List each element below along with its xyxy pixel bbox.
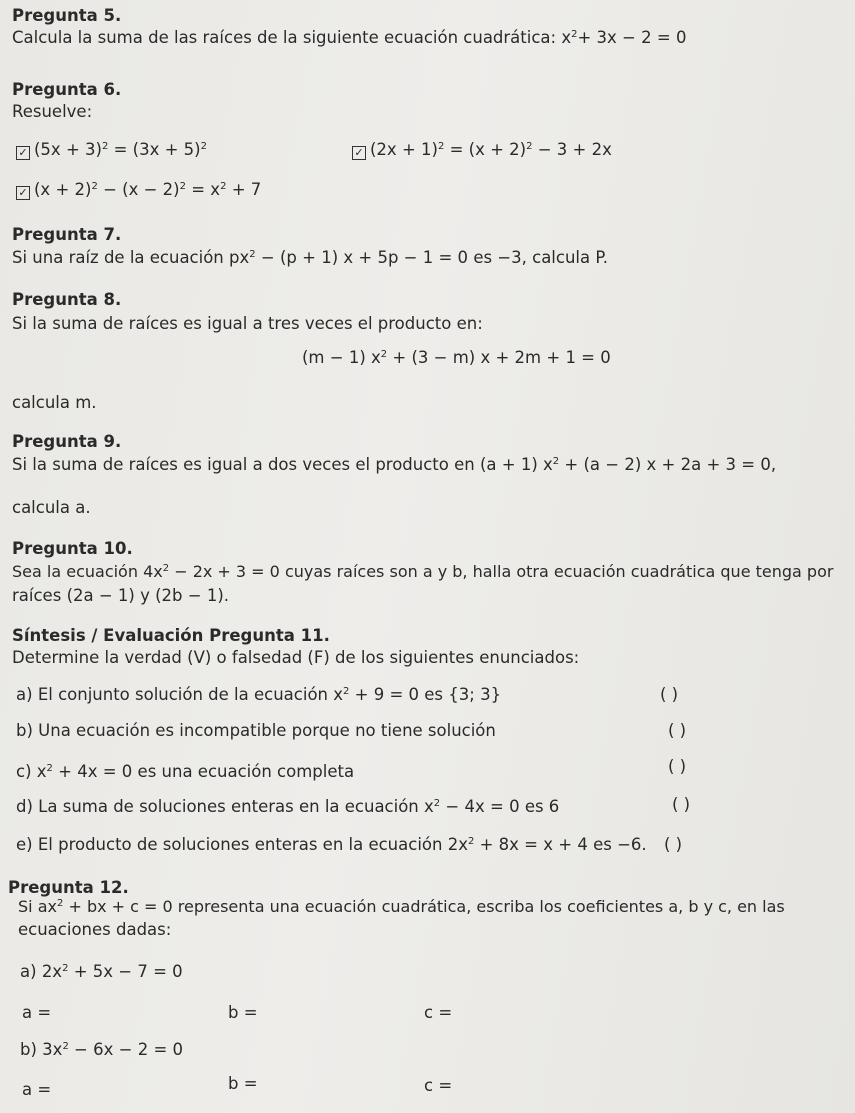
exercise-b-equation: b) $3x^2 - 6x - 2 = 0$ [20, 1040, 184, 1059]
checkbox-icon: ✓ [352, 146, 366, 160]
question-6-title: Pregunta 6. [12, 80, 122, 99]
answer-blank-c[interactable]: ( ) [668, 757, 687, 776]
question-9-prompt: calcula a. [12, 498, 91, 517]
exercise-a-coef-c[interactable]: c = [424, 1003, 453, 1022]
question-9-title: Pregunta 9. [12, 432, 122, 451]
exercise-b-coef-a[interactable]: a = [22, 1080, 52, 1099]
question-10-title: Pregunta 10. [12, 539, 133, 558]
checkbox-icon: ✓ [16, 186, 30, 200]
statement-e: e) El producto de soluciones enteras en la ecuación $2x^2 + 8x = x + 4$ es −6. [16, 835, 647, 854]
question-8-title: Pregunta 8. [12, 290, 122, 309]
question-8-equation: (m − 1) $x^2 + (3 - m) x + 2m + 1 = 0$ [302, 348, 611, 367]
question-9-text: Si la suma de raíces es igual a dos veces el producto en (a + 1) $x^2 + (a - 2) x + 2a + 3 = 0$, [12, 455, 777, 474]
question-12-title: Pregunta 12. [8, 878, 129, 897]
question-10-text: Sea la ecuación $4x^2 - 2x + 3 = 0$ cuyas raíces son a y b, halla otra ecuación cuadrática que tenga por [12, 562, 834, 581]
question-6-item-2: ✓ $(2x + 1)^2 = (x + 2)^2 - 3 + 2x$ [352, 140, 612, 160]
question-12-text: Si $ax^2$ + bx + c = 0 representa una ecuación cuadrática, escriba los coeficientes a, b y c, en las [18, 897, 785, 916]
exercise-a-equation: a) $2x^2 + 5x - 7 = 0$ [20, 962, 183, 981]
question-7-title: Pregunta 7. [12, 225, 122, 244]
answer-blank-b[interactable]: ( ) [668, 721, 687, 740]
question-11-title: Síntesis / Evaluación Pregunta 11. [12, 626, 330, 645]
question-11-text: Determine la verdad (V) o falsedad (F) de los siguientes enunciados: [12, 648, 580, 667]
question-8-prompt: calcula m. [12, 393, 97, 412]
question-12-text-2: ecuaciones dadas: [18, 920, 172, 939]
question-7-text: Si una raíz de la ecuación $px^2 - (p + 1) x + 5p - 1 = 0$ es −3, calcula P. [12, 248, 608, 267]
question-6-item-1: ✓ $(5x + 3)^2 = (3x + 5)^2$ [16, 140, 207, 160]
statement-a: a) El conjunto solución de la ecuación $x^2 + 9 = 0$ es {3; 3} [16, 685, 502, 704]
statement-c: c) $x^2 + 4x = 0$ es una ecuación completa [16, 762, 355, 781]
answer-blank-a[interactable]: ( ) [660, 685, 679, 704]
answer-blank-d[interactable]: ( ) [672, 795, 691, 814]
statement-d: d) La suma de soluciones enteras en la ecuación $x^2 - 4x = 0$ es 6 [16, 797, 560, 816]
question-6-text: Resuelve: [12, 102, 93, 121]
answer-blank-e[interactable]: ( ) [664, 835, 683, 854]
question-6-item-3: ✓ $(x + 2)^2 - (x - 2)^2 = x^2 + 7$ [16, 180, 261, 200]
exercise-a-coef-a[interactable]: a = [22, 1003, 52, 1022]
question-10-text-2: raíces (2a − 1) y (2b − 1). [12, 586, 230, 605]
exercise-b-coef-c[interactable]: c = [424, 1076, 453, 1095]
question-5-equation: $x^2+ 3x - 2 = 0$ [561, 28, 687, 47]
question-8-text: Si la suma de raíces es igual a tres veces el producto en: [12, 314, 483, 333]
question-5-title: Pregunta 5. [12, 6, 122, 25]
exercise-a-coef-b[interactable]: b = [228, 1003, 258, 1022]
statement-b: b) Una ecuación es incompatible porque no tiene solución [16, 721, 496, 740]
question-5-text: Calcula la suma de las raíces de la siguiente ecuación cuadrática: $x^2+ 3x - 2 = 0$ [12, 28, 687, 47]
checkbox-icon: ✓ [16, 146, 30, 160]
exercise-b-coef-b[interactable]: b = [228, 1074, 258, 1093]
